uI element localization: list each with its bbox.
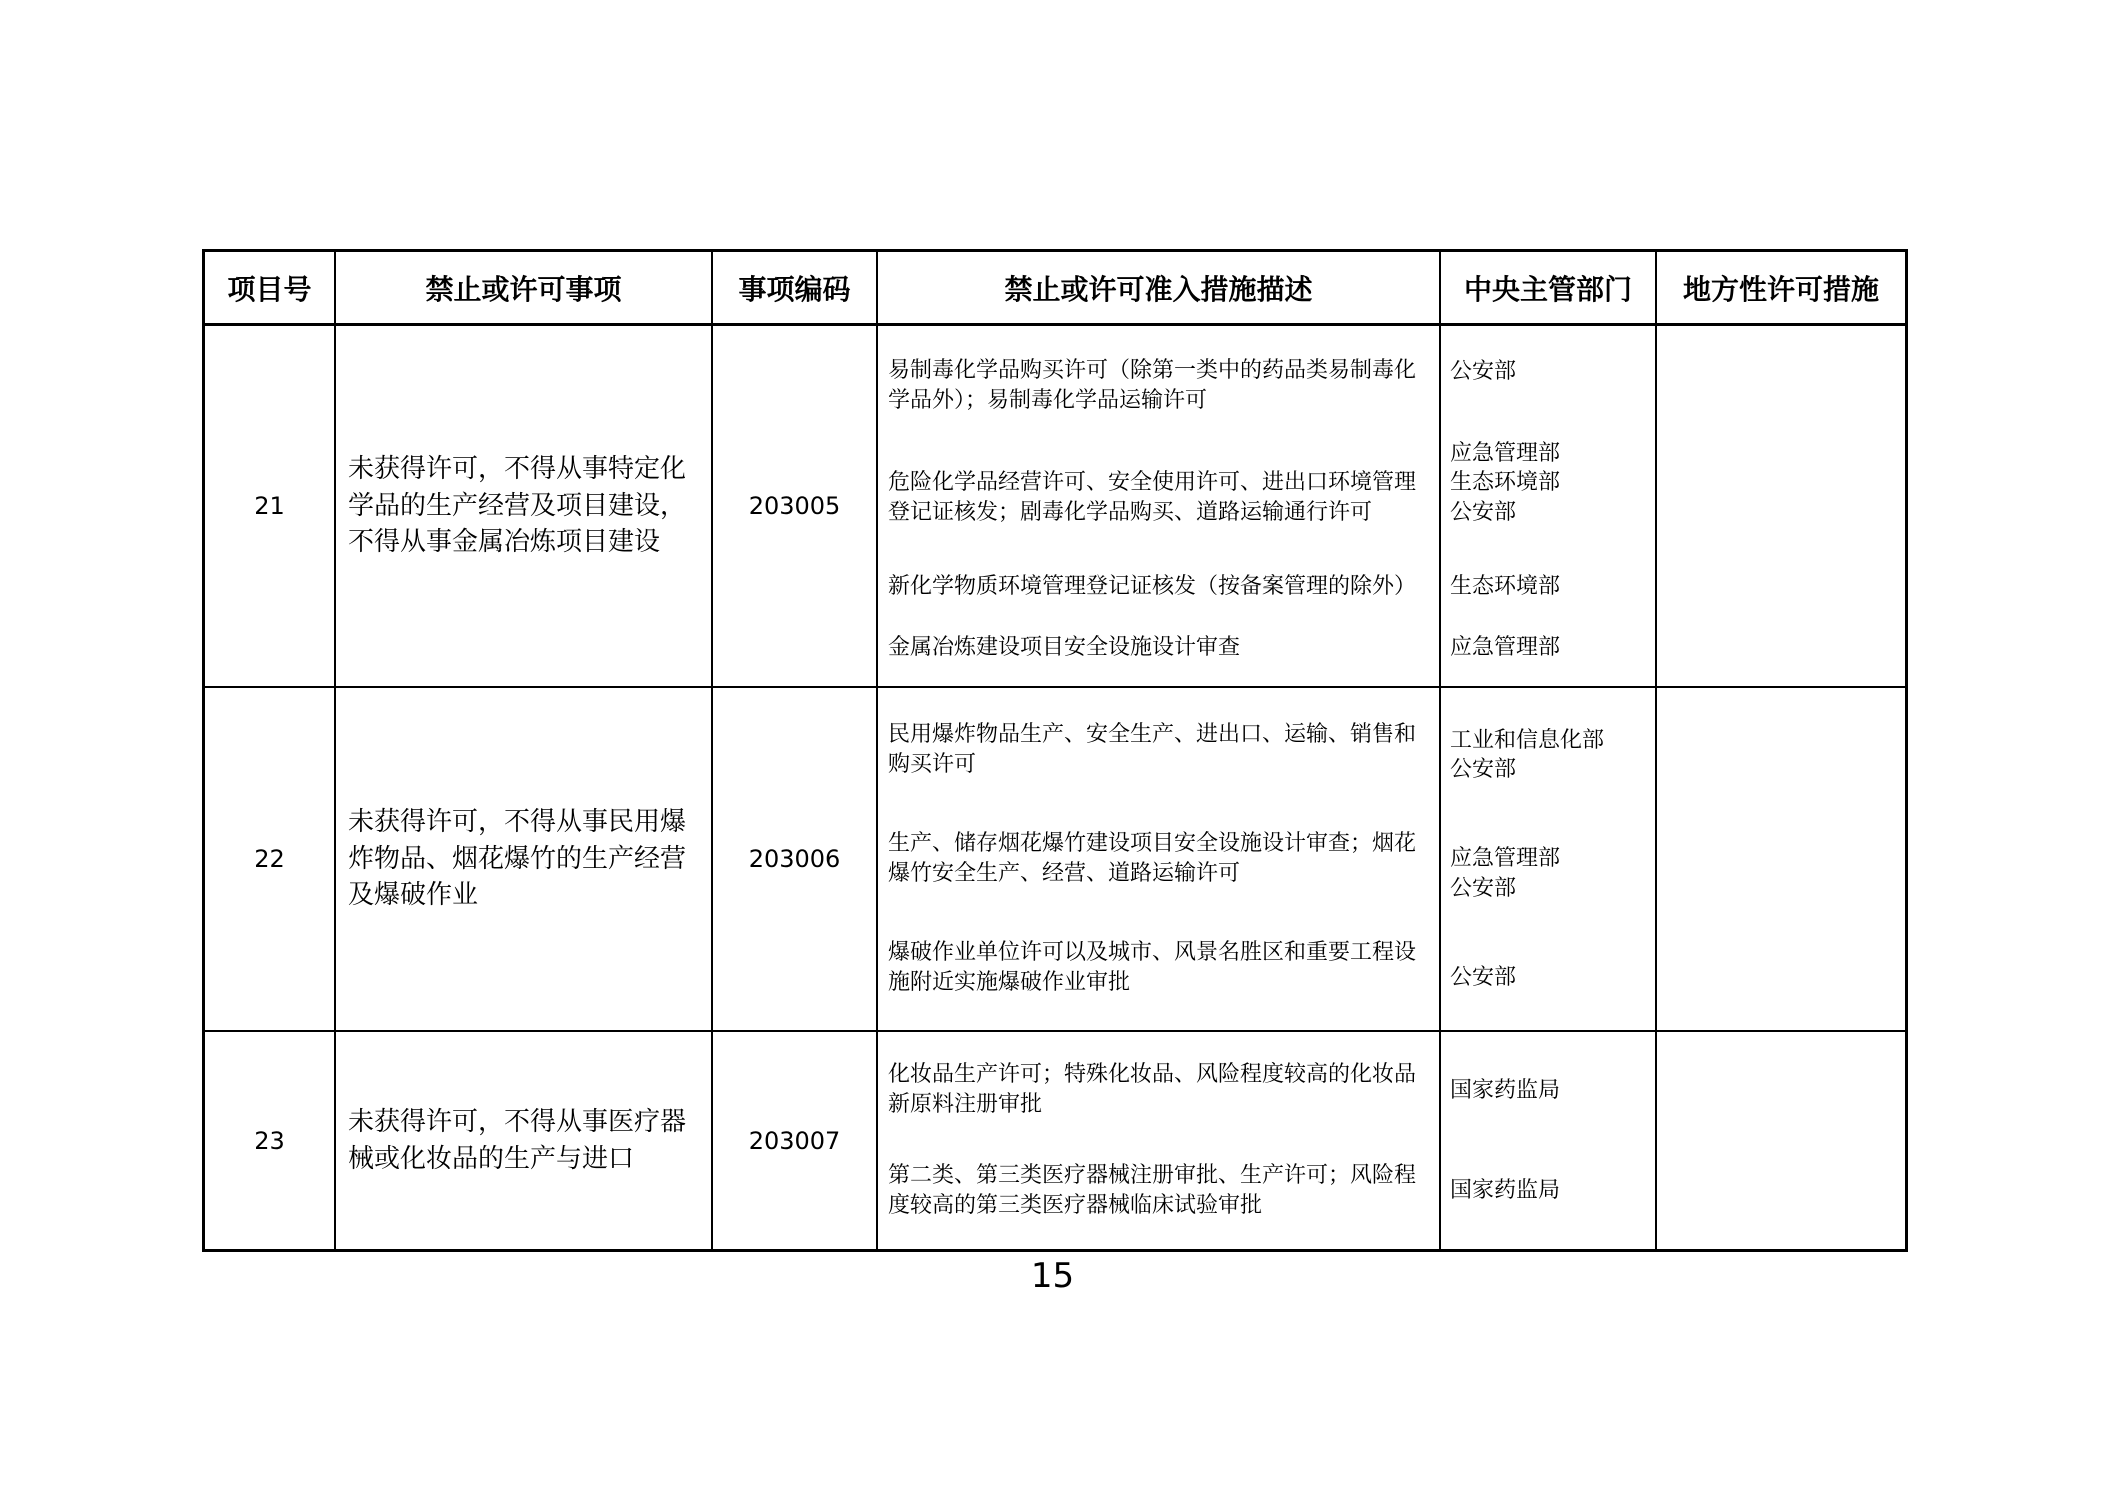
column-header: 禁止或许可事项 (336, 252, 713, 323)
measure-block (878, 1040, 1439, 1141)
measure-text: 易制毒化学品购买许可（除第一类中的药品类易制毒化学品外）；易制毒化学品运输许可 (888, 358, 1417, 414)
department-name: 生态环境部 (1450, 574, 1561, 600)
measure-block (878, 1141, 1439, 1242)
measures-cell (878, 1032, 1441, 1249)
column-header: 中央主管部门 (1441, 252, 1657, 323)
item-description-cell (336, 326, 713, 686)
measure-text: 生产、储存烟花爆竹建设项目安全设施设计审查；烟花爆竹安全生产、经营、道路运输许可 (888, 831, 1417, 886)
departments-cell (1441, 1032, 1657, 1249)
measure-block (878, 438, 1439, 556)
department-name: 公安部 (1450, 499, 1517, 525)
measure-block (878, 696, 1439, 805)
column-header: 禁止或许可准入措施描述 (878, 252, 1441, 323)
item-description-text: 未获得许可，不得从事特定化学品的生产经营及项目建设，不得从事金属冶炼项目建设 (348, 453, 687, 558)
table-row (205, 1032, 1905, 1249)
departments-cell (1441, 326, 1657, 686)
departments-cell (1441, 688, 1657, 1030)
department-name: 公安部 (1450, 964, 1517, 990)
item-description-text: 未获得许可，不得从事民用爆炸物品、烟花爆竹的生产经营及爆破作业 (348, 806, 687, 911)
department-block (1441, 1141, 1655, 1242)
table-row (205, 326, 1905, 688)
table-header-row (205, 252, 1905, 326)
measure-block (878, 913, 1439, 1022)
item-code-cell: 203006 (713, 688, 878, 1030)
table-row (205, 688, 1905, 1032)
measure-block (878, 334, 1439, 438)
measure-text: 化妆品生产许可；特殊化妆品、风险程度较高的化妆品新原料注册审批 (888, 1062, 1417, 1118)
local-measures-cell (1657, 1032, 1905, 1249)
item-code-cell: 203005 (713, 326, 878, 686)
department-name: 公安部 (1450, 358, 1517, 384)
department-block (1441, 696, 1655, 814)
department-block (1441, 1040, 1655, 1141)
department-name: 公安部 (1450, 757, 1517, 783)
item-description-cell (336, 688, 713, 1030)
measures-cell (878, 688, 1441, 1030)
measure-text: 爆破作业单位许可以及城市、风景名胜区和重要工程设施附近实施爆破作业审批 (888, 939, 1417, 995)
negative-list-table (202, 249, 1908, 1252)
department-name: 国家药监局 (1450, 1077, 1561, 1103)
measure-text: 民用爆炸物品生产、安全生产、进出口、运输、销售和购买许可 (888, 722, 1417, 778)
department-name: 公安部 (1450, 875, 1517, 901)
department-name: 国家药监局 (1450, 1178, 1561, 1204)
measure-text: 第二类、第三类医疗器械注册审批、生产许可；风险程度较高的第三类医疗器械临床试验审批 (888, 1162, 1417, 1218)
item-number-cell: 23 (205, 1032, 336, 1249)
measure-block (878, 617, 1439, 678)
measure-text: 新化学物质环境管理登记证核发（按备案管理的除外） (888, 574, 1417, 600)
department-block (1441, 933, 1655, 1022)
department-name: 生态环境部 (1450, 470, 1561, 496)
item-description-text: 未获得许可，不得从事医疗器械或化妆品的生产与进口 (348, 1106, 687, 1174)
department-block (1441, 557, 1655, 618)
item-number-cell: 21 (205, 326, 336, 686)
measure-text: 危险化学品经营许可、安全使用许可、进出口环境管理登记证核发；剧毒化学品购买、道路运输通行许可 (888, 469, 1417, 525)
column-header: 事项编码 (713, 252, 878, 323)
local-measures-cell (1657, 688, 1905, 1030)
department-name: 应急管理部 (1450, 440, 1561, 466)
department-block (1441, 617, 1655, 678)
local-measures-cell (1657, 326, 1905, 686)
item-description-cell (336, 1032, 713, 1249)
column-header: 项目号 (205, 252, 336, 323)
department-name: 应急管理部 (1450, 846, 1561, 872)
department-block (1441, 409, 1655, 557)
measures-cell (878, 326, 1441, 686)
department-block (1441, 334, 1655, 409)
measure-block (878, 557, 1439, 618)
item-number-cell: 22 (205, 688, 336, 1030)
column-header: 地方性许可措施 (1682, 272, 1879, 306)
department-block (1441, 814, 1655, 932)
department-name: 应急管理部 (1450, 634, 1561, 660)
page-number: 15 (1030, 1256, 1075, 1296)
measure-block (878, 805, 1439, 914)
measure-text: 金属冶炼建设项目安全设施设计审查 (888, 634, 1241, 660)
department-name: 工业和信息化部 (1450, 727, 1605, 753)
item-code-cell: 203007 (713, 1032, 878, 1249)
